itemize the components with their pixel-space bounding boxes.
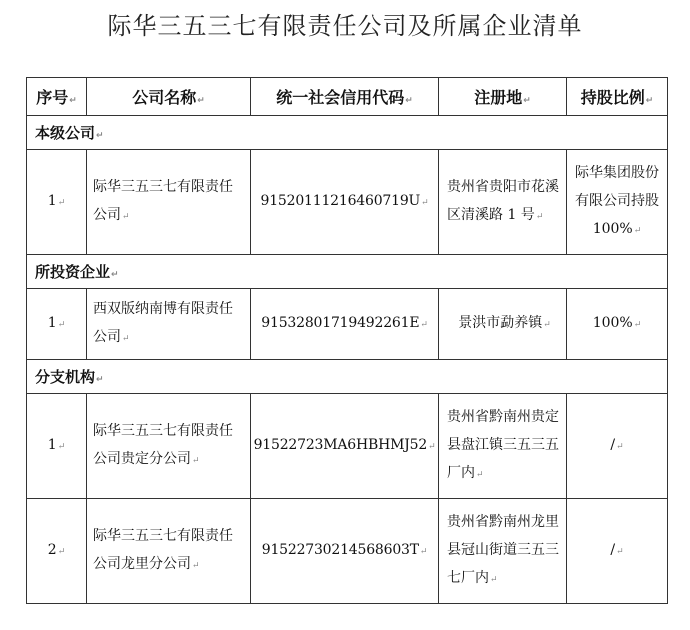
header-place: 注册地↵ xyxy=(439,78,567,116)
section-row xyxy=(27,360,668,394)
table-row xyxy=(27,289,668,360)
header-code: 统一社会信用代码↵ xyxy=(251,78,439,116)
cell-no: 1↵ xyxy=(27,150,87,255)
cell-share: /↵ xyxy=(567,394,668,499)
table-row xyxy=(27,150,668,255)
cell-no: 1↵ xyxy=(27,394,87,499)
header-row xyxy=(27,78,668,116)
cell-code: 91522723MA6HBHMJ52↵ xyxy=(251,394,439,499)
document-title: 际华三五三七有限责任公司及所属企业清单 xyxy=(107,12,583,40)
cell-code: 91520111216460719U↵ xyxy=(251,150,439,255)
section-row xyxy=(27,255,668,289)
table-row xyxy=(27,394,668,499)
company-table xyxy=(26,77,668,604)
cell-place: 贵州省黔南州贵定县盘江镇三五三五厂内↵ xyxy=(439,394,567,499)
section-row xyxy=(27,116,668,150)
cell-name: 际华三五三七有限责任公司↵ xyxy=(87,150,251,255)
cell-no: 2↵ xyxy=(27,499,87,604)
cell-share: /↵ xyxy=(567,499,668,604)
cell-no: 1↵ xyxy=(27,289,87,360)
section-label: 本级公司↵ xyxy=(27,116,668,150)
cell-share: 际华集团股份有限公司持股 100%↵ xyxy=(567,150,668,255)
cell-place: 贵州省黔南州龙里县冠山街道三五三七厂内↵ xyxy=(439,499,567,604)
header-share: 持股比例↵ xyxy=(567,78,668,116)
section-label: 分支机构↵ xyxy=(27,360,668,394)
header-name: 公司名称↵ xyxy=(87,78,251,116)
table-row xyxy=(27,499,668,604)
cell-name: 际华三五三七有限责任公司龙里分公司↵ xyxy=(87,499,251,604)
cell-name: 际华三五三七有限责任公司贵定分公司↵ xyxy=(87,394,251,499)
header-no: 序号↵ xyxy=(27,78,87,116)
cell-code: 91522730214568603T↵ xyxy=(251,499,439,604)
cell-name: 西双版纳南博有限责任公司↵ xyxy=(87,289,251,360)
cell-place: 贵州省贵阳市花溪区清溪路 1 号↵ xyxy=(439,150,567,255)
cell-share: 100%↵ xyxy=(567,289,668,360)
section-label: 所投资企业↵ xyxy=(27,255,668,289)
cell-code: 91532801719492261E↵ xyxy=(251,289,439,360)
cell-place: 景洪市勐养镇↵ xyxy=(439,289,567,360)
